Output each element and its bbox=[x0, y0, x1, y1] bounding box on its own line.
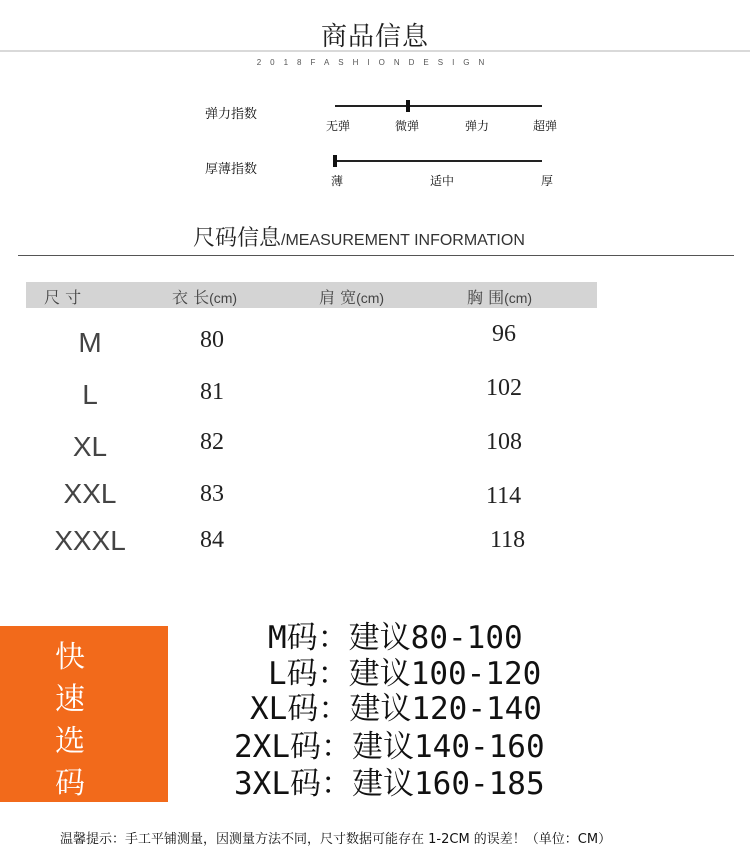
elasticity-label: 弹力指数 bbox=[205, 107, 258, 122]
header-length: 衣 长(cm) bbox=[172, 288, 238, 307]
size-recommendation: 3XL码：建议160-185 bbox=[234, 766, 545, 802]
table-row-chest: 108 bbox=[486, 429, 522, 455]
table-row-size: L bbox=[82, 379, 98, 410]
elasticity-tick: 无弹 bbox=[325, 119, 350, 133]
thickness-selected-marker bbox=[333, 155, 337, 167]
table-row-length: 83 bbox=[200, 481, 224, 507]
elasticity-tick: 微弹 bbox=[394, 119, 419, 133]
thickness-tick: 适中 bbox=[429, 174, 454, 188]
table-row-chest: 114 bbox=[486, 483, 522, 509]
table-row-size: XXXL bbox=[54, 525, 126, 556]
measurement-title-cn: 尺码信息 bbox=[193, 226, 282, 251]
table-row-size: XL bbox=[72, 431, 108, 462]
quick-pick-char: 码 bbox=[55, 766, 85, 801]
quick-pick-badge bbox=[0, 626, 168, 802]
measurement-title-en: /MEASUREMENT INFORMATION bbox=[281, 232, 525, 249]
size-recommendation: 2XL码：建议140-160 bbox=[234, 729, 545, 765]
table-row-size: M bbox=[78, 327, 102, 358]
table-row-chest: 118 bbox=[490, 527, 526, 553]
section-title: 商品信息 bbox=[320, 22, 429, 52]
table-row-chest: 96 bbox=[492, 321, 516, 347]
size-recommendation: XL码：建议120-140 bbox=[250, 691, 542, 727]
quick-pick-char: 速 bbox=[55, 682, 85, 717]
quick-pick-char: 选 bbox=[55, 724, 85, 759]
table-row-length: 80 bbox=[200, 327, 224, 353]
table-row-size: XXL bbox=[63, 478, 117, 509]
thickness-scale-line bbox=[335, 160, 542, 162]
thickness-tick: 薄 bbox=[330, 174, 343, 188]
divider bbox=[18, 255, 734, 256]
thickness-label: 厚薄指数 bbox=[205, 162, 258, 177]
elasticity-tick: 超弹 bbox=[532, 119, 557, 133]
measurement-note: 温馨提示：手工平铺测量，因测量方法不同，尺寸数据可能存在 1-2CM 的误差！（单位：CM） bbox=[60, 832, 612, 847]
divider bbox=[0, 50, 750, 52]
section-subtitle: 2018FASHIONDESIGN bbox=[256, 58, 494, 67]
elasticity-tick: 弹力 bbox=[464, 119, 489, 133]
table-row-length: 81 bbox=[200, 379, 224, 405]
header-size: 尺 寸 bbox=[44, 288, 82, 307]
elasticity-selected-marker bbox=[406, 100, 410, 112]
table-row-length: 82 bbox=[200, 429, 224, 455]
quick-pick-char: 快 bbox=[55, 640, 85, 675]
header-chest: 胸 围(cm) bbox=[467, 288, 533, 307]
table-row-length: 84 bbox=[200, 527, 224, 553]
header-shoulder: 肩 宽(cm) bbox=[319, 288, 385, 307]
table-row-chest: 102 bbox=[486, 375, 522, 401]
size-recommendation: M码：建议80-100 bbox=[268, 620, 523, 656]
thickness-tick: 厚 bbox=[540, 174, 553, 188]
size-recommendation: L码：建议100-120 bbox=[268, 656, 542, 692]
elasticity-scale-line bbox=[335, 105, 542, 107]
measurement-title bbox=[193, 221, 525, 252]
